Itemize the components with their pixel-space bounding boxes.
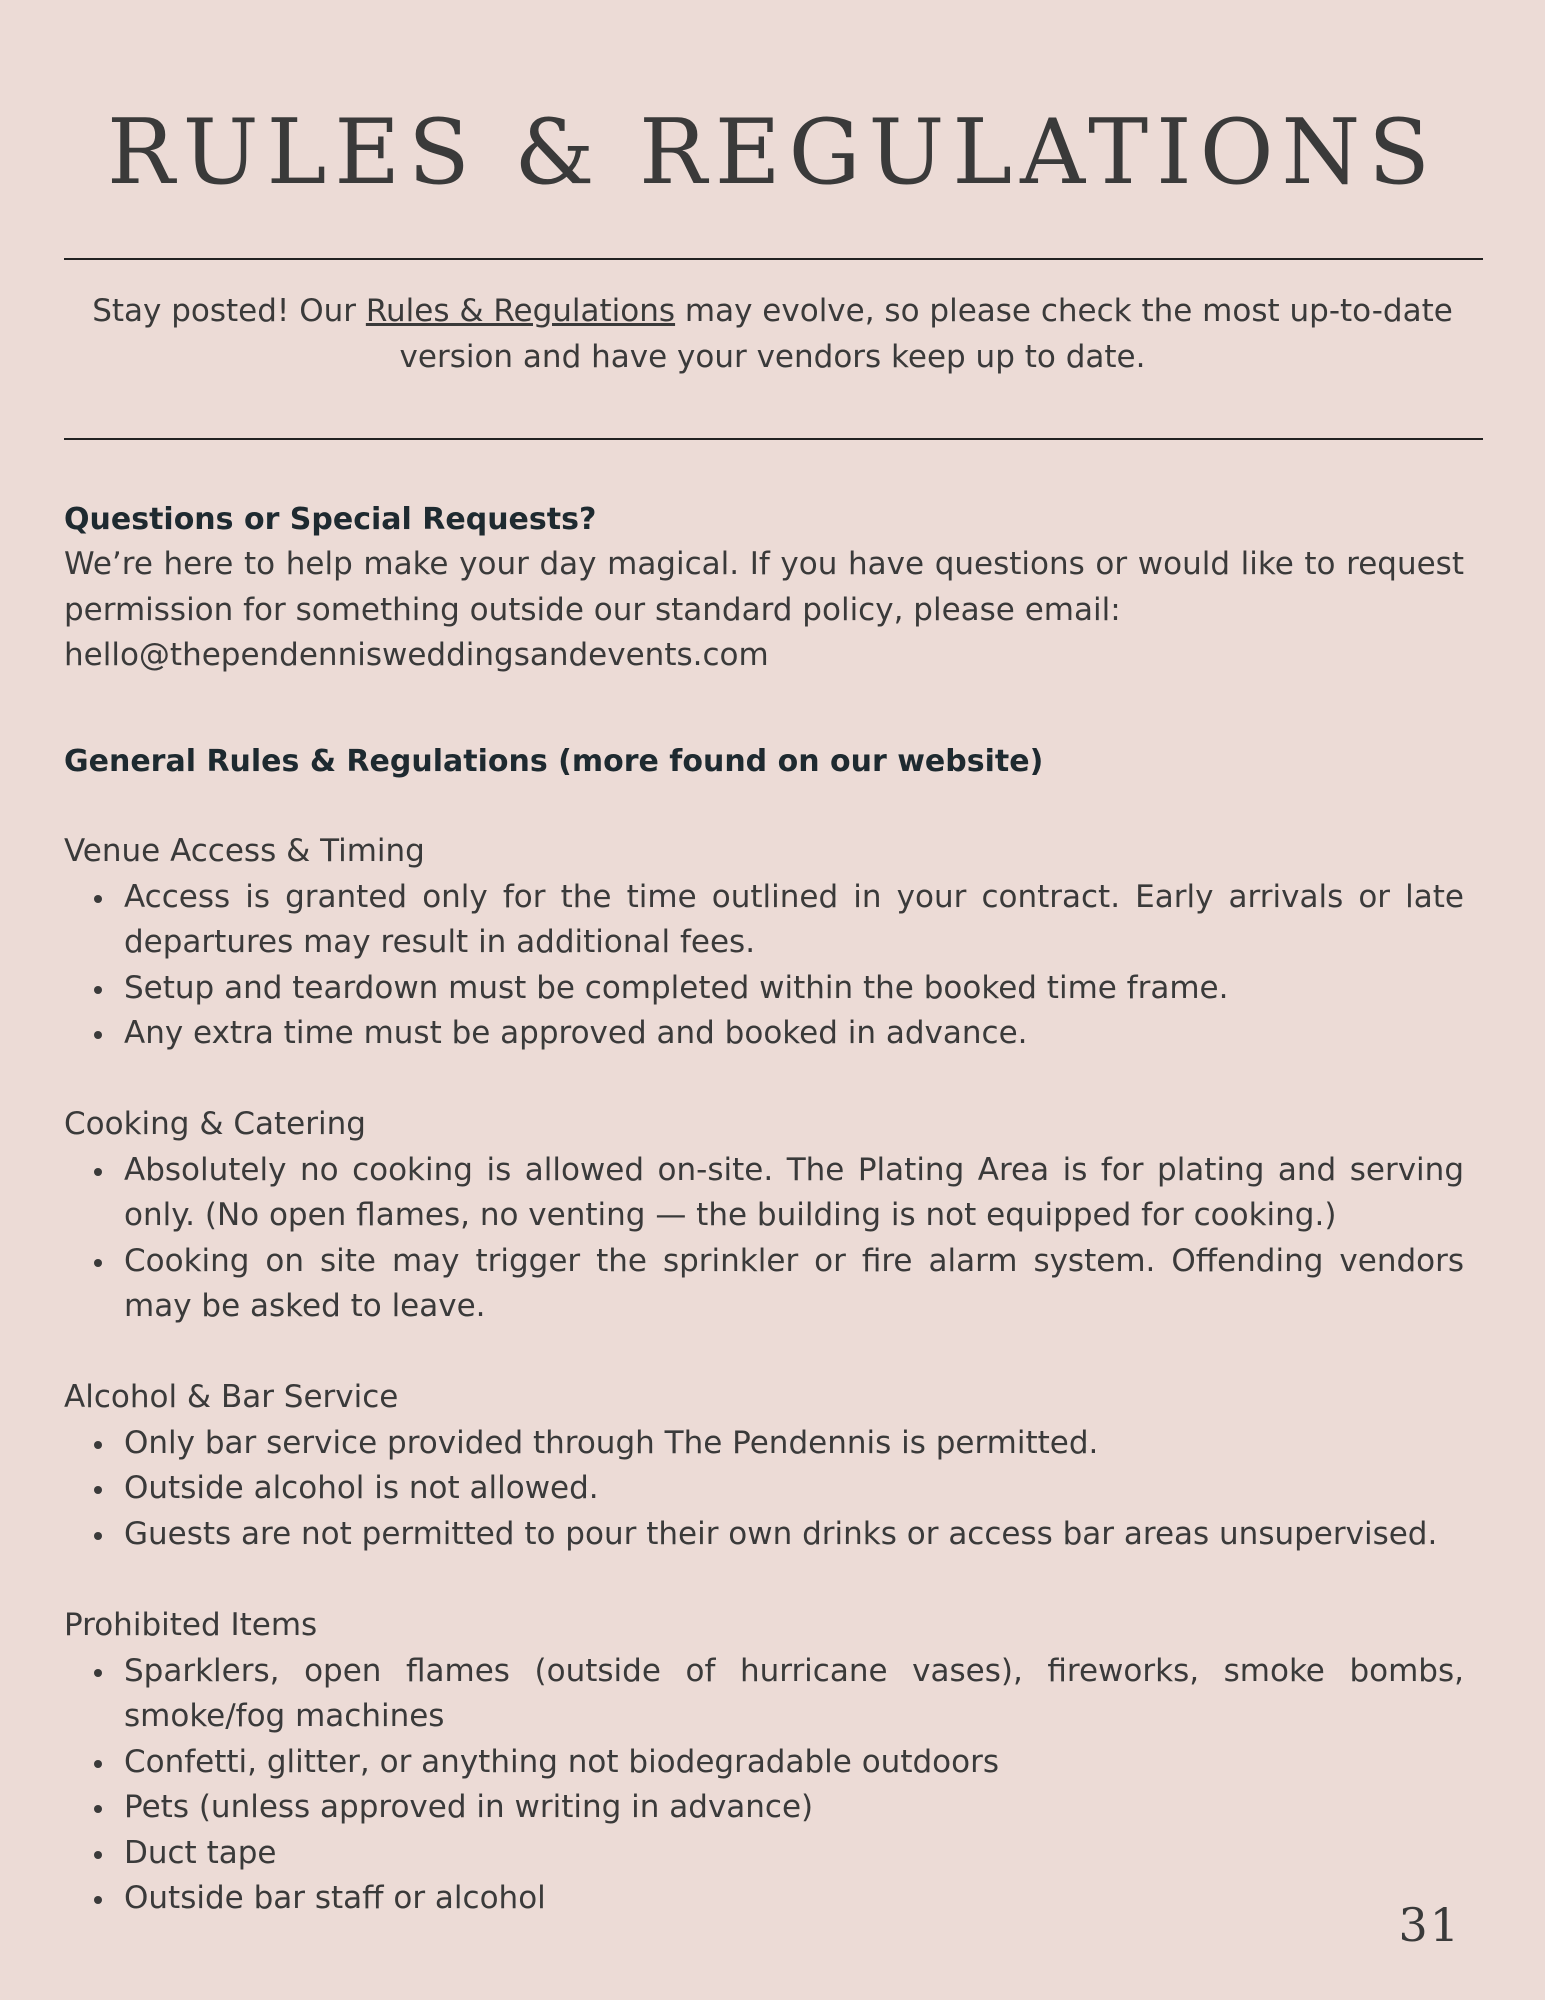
section-title: Cooking & Catering — [64, 1106, 366, 1142]
list-item: Cooking on site may trigger the sprinkler or fire alarm system. Offending vendors may be asked to leave. — [124, 1239, 1464, 1330]
page-title: RULES & REGULATIONS — [107, 100, 1438, 205]
rules-list — [64, 875, 1464, 1057]
rules-list — [64, 1421, 1464, 1558]
list-item: Outside bar staff or alcohol — [124, 1876, 1464, 1922]
section-title: Alcohol & Bar Service — [64, 1379, 399, 1415]
section-title: Prohibited Items — [64, 1607, 318, 1643]
list-item: Setup and teardown must be completed within the booked time frame. — [124, 966, 1464, 1012]
general-rules-heading: General Rules & Regulations (more found on our website) — [64, 744, 1044, 779]
list-item: Sparklers, open flames (outside of hurricane vases), fireworks, smoke bombs, smoke/fog machines — [124, 1649, 1464, 1740]
questions-heading: Questions or Special Requests? — [64, 502, 597, 537]
questions-text: We’re here to help make your day magical. If you have questions or would like to request permission for something outside our standard policy, please email: — [64, 546, 1464, 628]
section-venue-access — [64, 829, 1464, 1057]
list-item: Absolutely no cooking is allowed on-site. The Plating Area is for plating and serving only. (No open flames, no venting — the building is not equipped for cooking.) — [124, 1148, 1464, 1239]
document-page — [64, 0, 1481, 2000]
section-cooking-catering — [64, 1102, 1464, 1330]
list-item: Duct tape — [124, 1831, 1464, 1877]
list-item: Guests are not permitted to pour their own drinks or access bar areas unsupervised. — [124, 1512, 1464, 1558]
notice-text-after: may evolve, so please check the most up-to-date version and have your vendors keep up to date. — [399, 293, 1453, 375]
page-number: 31 — [1398, 1898, 1461, 1952]
notice-text-before: Stay posted! Our — [92, 293, 366, 329]
bottom-divider — [64, 438, 1483, 440]
rules-list — [64, 1649, 1464, 1922]
list-item: Any extra time must be approved and booked in advance. — [124, 1011, 1464, 1057]
list-item: Only bar service provided through The Pendennis is permitted. — [124, 1421, 1464, 1467]
rules-link[interactable]: Rules & Regulations — [365, 293, 676, 329]
top-divider — [64, 258, 1483, 260]
questions-block — [64, 497, 1464, 679]
contact-email[interactable]: hello@thependennisweddingsandevents.com — [64, 637, 769, 673]
section-prohibited-items — [64, 1603, 1464, 1922]
section-title: Venue Access & Timing — [64, 833, 425, 869]
section-alcohol-bar — [64, 1375, 1464, 1557]
list-item: Access is granted only for the time outlined in your contract. Early arrivals or late departures may result in additional fees. — [124, 875, 1464, 966]
rules-list — [64, 1148, 1464, 1330]
list-item: Confetti, glitter, or anything not biodegradable outdoors — [124, 1740, 1464, 1786]
list-item: Outside alcohol is not allowed. — [124, 1466, 1464, 1512]
update-notice — [64, 288, 1481, 380]
list-item: Pets (unless approved in writing in advance) — [124, 1785, 1464, 1831]
